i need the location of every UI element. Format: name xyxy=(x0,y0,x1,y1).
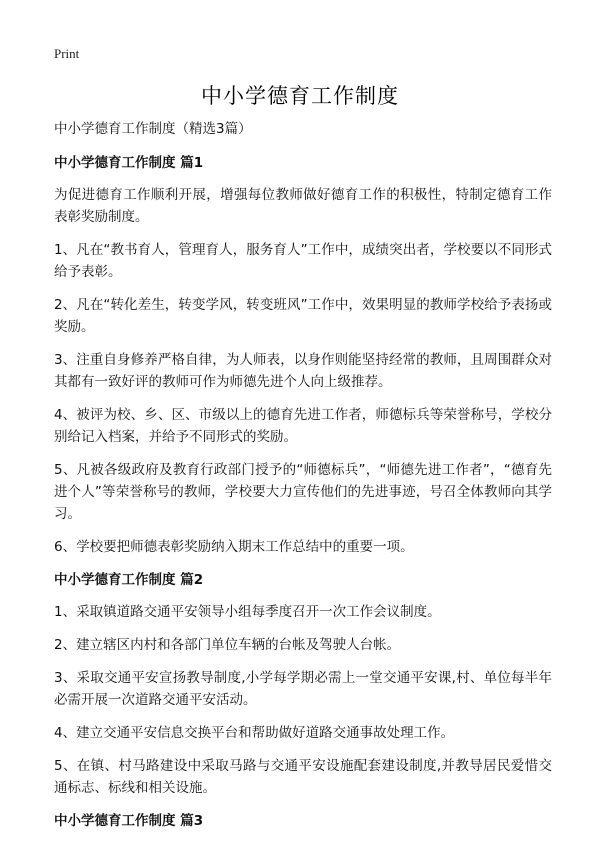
paragraph: 3、采取交通平安宣扬教导制度,小学每学期必需上一堂交通平安课,村、单位每半年必需开展一次道路交通平安活动。 xyxy=(54,670,552,708)
paragraph: 1、采取镇道路交通平安领导小组每季度召开一次工作会议制度。 xyxy=(54,604,441,620)
document-body xyxy=(54,118,552,842)
paragraph: 5、在镇、村马路建设中采取马路与交通平安设施配套建设制度,并教导居民爱惜交通标志、标线和相关设施。 xyxy=(54,758,552,796)
paragraph: 6、学校要把师德表彰奖励纳入期末工作总结中的重要一项。 xyxy=(54,539,414,555)
paragraph: 2、凡在“转化差生，转变学风，转变班风”工作中，效果明显的教师学校给予表扬或奖励。 xyxy=(54,297,552,335)
paragraph: 2、建立辖区内村和各部门单位车辆的台帐及驾驶人台帐。 xyxy=(54,637,401,653)
page-title: 中小学德育工作制度 xyxy=(201,84,399,108)
paragraph: 为促进德育工作顺利开展，增强每位教师做好德育工作的积极性，特制定德育工作表彰奖励制度。 xyxy=(54,187,552,225)
section-3 xyxy=(54,810,552,832)
paragraph: 5、凡被各级政府及教育行政部门授予的“师德标兵”，“师德先进工作者”，“德育先进个人”等荣誉称号的教师，学校要大力宣传他们的先进事迹，号召全体教师向其学习。 xyxy=(54,462,552,522)
paragraph: 4、建立交通平安信息交换平台和帮助做好道路交通事故处理工作。 xyxy=(54,725,455,741)
paragraph: 1、凡在“教书育人，管理育人，服务育人”工作中，成绩突出者，学校要以不同形式给予表彰。 xyxy=(54,242,552,280)
document-subtitle: 中小学德育工作制度（精选3篇） xyxy=(54,121,252,137)
section-heading: 中小学德育工作制度 篇3 xyxy=(54,813,204,829)
section-2 xyxy=(54,569,552,799)
print-label: Print xyxy=(54,46,80,61)
paragraph: 3、注重自身修养严格自律，为人师表，以身作则能坚持经常的教师，且周围群众对其都有一致好评的教师可作为师德先进个人向上级推荐。 xyxy=(54,352,552,390)
section-heading: 中小学德育工作制度 篇2 xyxy=(54,572,204,588)
section-1 xyxy=(54,152,552,558)
paragraph: 4、被评为校、乡、区、市级以上的德育先进工作者，师德标兵等荣誉称号，学校分别给记入档案，并给予不同形式的奖励。 xyxy=(54,407,552,445)
section-heading: 中小学德育工作制度 篇1 xyxy=(54,155,204,171)
